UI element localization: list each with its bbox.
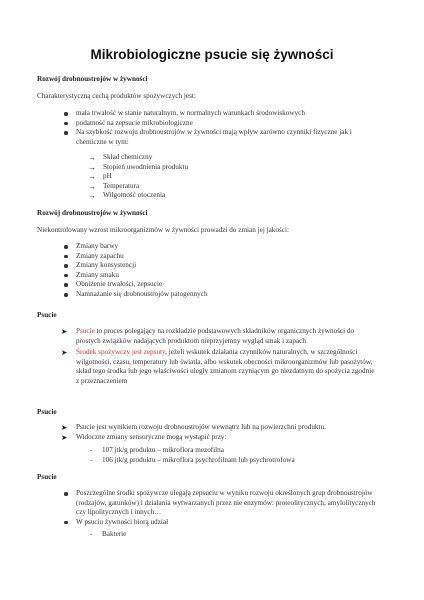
list-item: Zmiany barwy [37,242,387,252]
section-heading-4: Psucie [37,408,57,416]
section-1-intro: Charakterystyczną cechą produktów spożywczych jest: [37,92,196,100]
list-item [37,327,376,346]
list-item: - Bakterie [88,530,126,540]
term-psucie: Psucie [76,327,95,335]
list-item: → Stopień uwodnienia produktu [88,163,188,173]
list-item: - 107 jtk/g produktu – mikroflora mezofilna [88,446,295,456]
list-item: podatność na zepsucie mikrobiologiczne [37,119,387,129]
list-item: Namnażanie się drobnoustrojów patogennych [37,290,387,300]
term-srodek-zepsuty: Środek spożywczy jest zepsuty [76,348,166,357]
section-2-bullets [37,242,387,300]
section-3-list [37,327,387,387]
section-heading-2: Rozwój drobnoustrojów w żywności [37,209,148,217]
list-item: Zmiany konsystencji [37,261,387,271]
section-heading-5: Psucie [37,473,57,481]
page-title: Mikrobiologiczne psucie się żywności [90,47,334,62]
list-item: - 106 jtk/g produktu – mikroflora psychrofilnam lub psychrotrofowa [88,456,295,466]
list-item: Obniżenie trwałości, zepsucie [37,280,387,290]
list-item: Zmiany zapachu [37,252,387,262]
list-item: ➤ Psucie jest wynikiem rozwoju drobnoustrojów wewnątrz lub na powierzchni produktu. [37,423,387,433]
list-item: Na szybkość rozwoju drobnoustrojów w żywności mają wpływ zarówno czynniki fizyczne jak i chemiczne w tym: [37,128,381,147]
factor-list [88,153,188,201]
list-item: ➤ Widoczne zmiany sensoryczne mogą wystąpić przy: [37,433,387,443]
section-2-intro: Niekontrolowany wzrost mikroorganizmów w żywności prowadzi do zmian jej jakości: [37,226,289,234]
list-item: Poszczególne środki spożywcze ulegają zepsuciu w wyniku rozwoju określonych grup drobnoustrojów (rodzajów, gatunków) i działania wytwarzanych przez nie enzymów: proteolitycznych, amylolitycznych czy lipolitycznych i innych… [37,489,381,518]
section-heading-3: Psucie [37,311,57,319]
list-item: Zmiany smaku [37,271,387,281]
list-item: → Temperatura [88,182,188,192]
list-item: → pH [88,172,188,182]
section-5-bullets [37,489,387,527]
section-5-dash-list [88,530,126,540]
section-heading-1: Rozwój drobnoustrojów w żywności [37,75,148,83]
section-1-bullets [37,109,387,147]
list-item [37,348,376,386]
list-item: W psuciu żywności biorą udział [37,518,387,528]
list-item: → Wilgotność otoczenia [88,191,188,201]
list-item: mała trwałość w stanie naturalnym, w normalnych warunkach środowiskowych [37,109,387,119]
item-text: to proces polegający na rozkładzie podstawowych składników organicznych żywności do prostych związków nadających produktom nieprzyjemny wygląd smak i zapach [76,327,355,345]
section-4-dash-list [88,446,295,465]
item-text: , jeżeli wskutek działania czynników naturalnych, w szczególności wilgotności, czasu, temperatury lub światła, albo wskutek obecności mikroorganizmów lub pasożytów, skład tego środka lub jego właściwości uległy zmianom czyniącym go niezdatnym do spożycia zgodnie z przeznaczeniem [76,348,375,385]
list-item: → Skład chemiczny [88,153,188,163]
section-4-list [37,423,387,442]
